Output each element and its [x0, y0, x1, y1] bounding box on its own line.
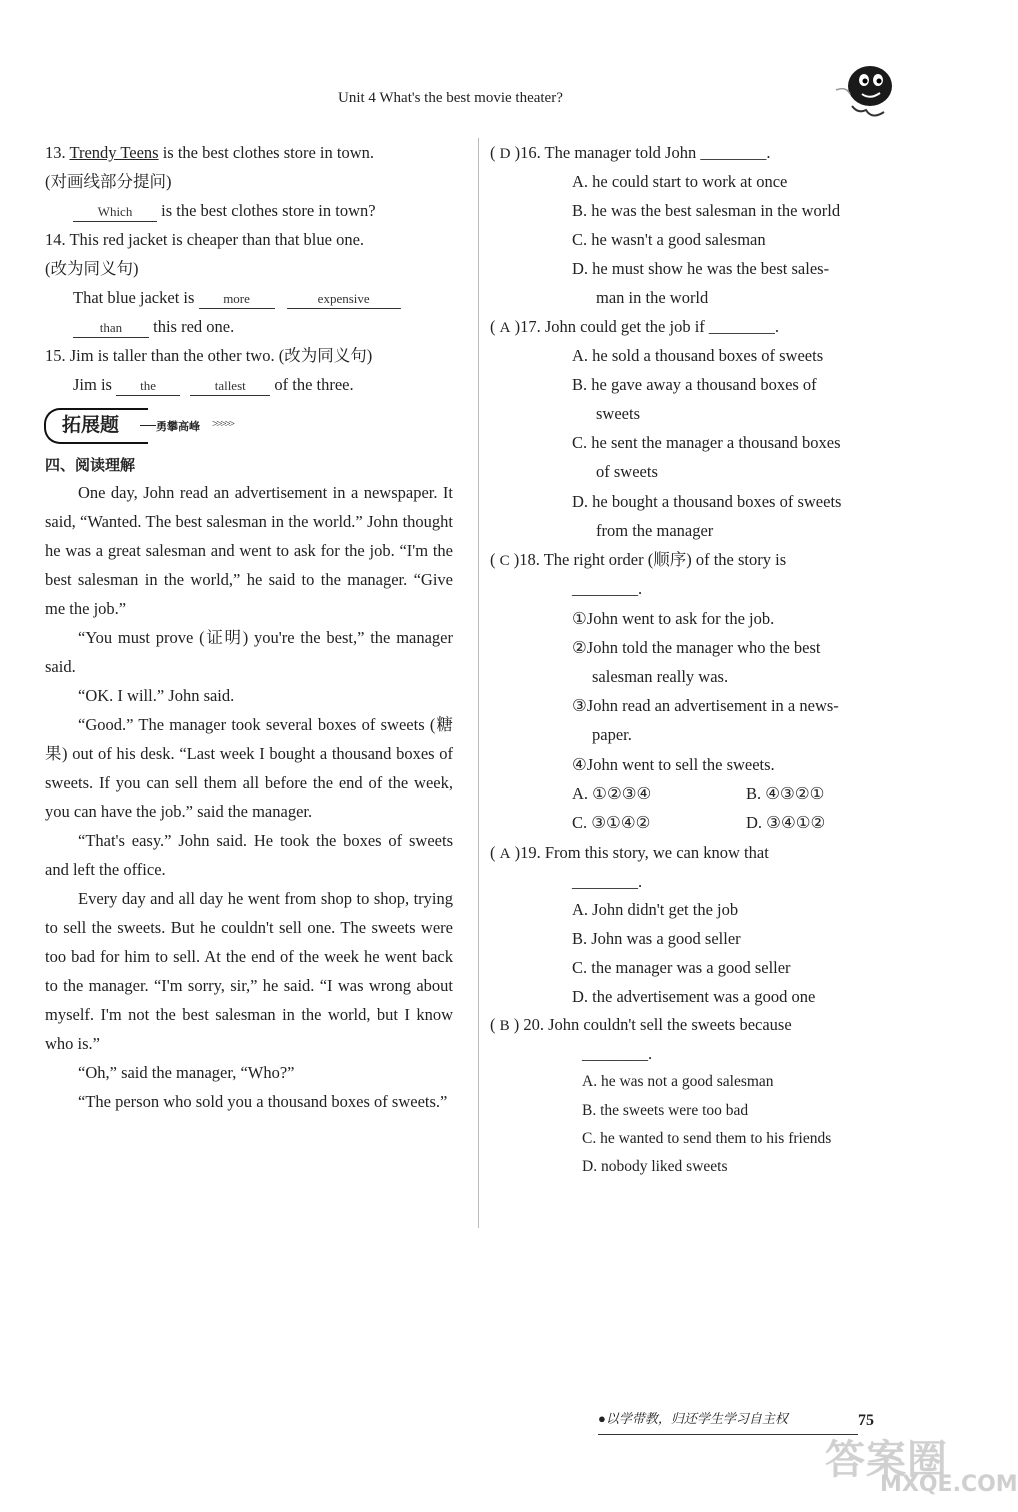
page-header: Unit 4 What's the best movie theater?: [338, 90, 563, 106]
q17-stem: ( A )17. John could get the job if ________.: [490, 317, 780, 336]
q13-answer-blank[interactable]: Which: [73, 203, 157, 222]
q15-answer-blank-1[interactable]: the: [116, 377, 180, 396]
q17-option-b-cont: sweets: [596, 404, 640, 423]
q16-option-b: B. he was the best salesman in the world: [572, 201, 841, 220]
q20-option-a: A. he was not a good salesman: [582, 1073, 774, 1090]
q14-answer-line1: That blue jacket is more expensive: [73, 283, 401, 312]
q17-option-c: C. he sent the manager a thousand boxes: [572, 433, 841, 452]
q13-instruction: (对画线部分提问): [45, 172, 172, 191]
q18-option-a: A. ①②③④: [572, 784, 652, 803]
footer-rule: [598, 1434, 858, 1435]
q16-option-a: A. he could start to work at once: [572, 172, 788, 191]
reading-heading: 四、阅读理解: [45, 456, 136, 474]
section-arrows: >>>>>: [212, 418, 234, 430]
extension-section-banner: [44, 404, 289, 444]
q17-option-b: B. he gave away a thousand boxes of: [572, 375, 817, 394]
q15-answer-line: Jim is the tallest of the three.: [73, 375, 354, 394]
q17-option-d: D. he bought a thousand boxes of sweets: [572, 492, 842, 511]
q19-option-b: B. John was a good seller: [572, 929, 741, 948]
q18-option-c: C. ③①④②: [572, 813, 651, 832]
q20-option-c: C. he wanted to send them to his friends: [582, 1130, 832, 1147]
q18-statement-3: ③John read an advertisement in a news-: [572, 696, 839, 715]
section-subtitle: 勇攀高峰: [156, 420, 200, 433]
page-number: 75: [858, 1412, 874, 1429]
q18-answer[interactable]: C: [499, 553, 510, 569]
column-divider: [478, 138, 479, 1228]
q19-stem: ( A )19. From this story, we can know that: [490, 843, 769, 862]
q18-statement-4: ④John went to sell the sweets.: [572, 755, 775, 774]
q18-statement-2-cont: salesman really was.: [592, 667, 729, 686]
q17-option-d-cont: from the manager: [596, 521, 714, 540]
q18-statement-3-cont: paper.: [592, 725, 632, 744]
q16-option-d-cont: man in the world: [596, 288, 709, 307]
q20-blank: ________.: [582, 1044, 653, 1063]
passage-paragraph: “OK. I will.” John said.: [78, 686, 235, 705]
passage-paragraph: “That's easy.” John said. He took the boxes of sweets and left the office.: [45, 831, 453, 879]
q15-line1: 15. Jim is taller than the other two. (改为同义句): [45, 346, 373, 365]
q18-option-d: D. ③④①②: [746, 813, 826, 832]
q20-answer[interactable]: B: [499, 1018, 510, 1034]
q18-blank: ________.: [572, 579, 643, 598]
passage-paragraph: One day, John read an advertisement in a newspaper. It said, “Wanted. The best salesman in the world.” John thought he was a great salesman and went to ask for the job. “I'm the best salesman in the world,” he said to the manager. “Give me the job.”: [45, 483, 453, 618]
q20-option-b: B. the sweets were too bad: [582, 1102, 749, 1119]
q14-instruction: (改为同义句): [45, 259, 139, 278]
q14-line1: 14. This red jacket is cheaper than that blue one.: [45, 230, 365, 249]
q19-option-c: C. the manager was a good seller: [572, 958, 791, 977]
q13-line1: 13. Trendy Teens is the best clothes store in town.: [45, 143, 374, 162]
footer-slogan: ●以学带教，归还学生学习自主权: [598, 1411, 788, 1426]
q14-answer-line2: than this red one.: [73, 312, 234, 341]
passage-paragraph: “The person who sold you a thousand boxes of sweets.”: [78, 1092, 448, 1111]
q19-blank: ________.: [572, 872, 643, 891]
passage-paragraph: “You must prove (证明) you're the best,” the manager said.: [45, 628, 453, 676]
mascot-illustration: [828, 60, 900, 124]
q18-statement-2: ②John told the manager who the best: [572, 638, 821, 657]
q16-option-d: D. he must show he was the best sales-: [572, 259, 830, 278]
q17-answer[interactable]: A: [499, 320, 511, 336]
q16-stem: ( D )16. The manager told John ________.: [490, 143, 771, 162]
q19-option-d: D. the advertisement was a good one: [572, 987, 816, 1006]
q18-statement-1: ①John went to ask for the job.: [572, 609, 775, 628]
watermark-logo: 答案圈: [825, 1437, 948, 1483]
passage-paragraph: “Oh,” said the manager, “Who?”: [78, 1063, 295, 1082]
q16-option-c: C. he wasn't a good salesman: [572, 230, 766, 249]
passage: [45, 478, 453, 1116]
q17-option-a: A. he sold a thousand boxes of sweets: [572, 346, 824, 365]
watermark-url: MXQE.COM: [880, 1472, 1018, 1497]
q15-answer-blank-2[interactable]: tallest: [190, 377, 270, 396]
q17-option-c-cont: of sweets: [596, 462, 658, 481]
q16-answer[interactable]: D: [499, 146, 511, 162]
q20-stem: ( B ) 20. John couldn't sell the sweets because: [490, 1015, 792, 1034]
q14-answer-blank-3[interactable]: than: [73, 319, 149, 338]
q18-stem: ( C )18. The right order (顺序) of the story is: [490, 550, 787, 569]
q19-answer[interactable]: A: [499, 846, 511, 862]
passage-paragraph: Every day and all day he went from shop to shop, trying to sell the sweets. But he couldn't sell one. The sweets were too bad for him to sell. At the end of the week he went back to the manager. “I'm sorry, sir,” he said. “I was wrong about myself. I'm not the best salesman in the world, but I know who is.”: [45, 889, 453, 1053]
q20-option-d: D. nobody liked sweets: [582, 1158, 728, 1175]
q19-option-a: A. John didn't get the job: [572, 900, 739, 919]
q14-answer-blank-1[interactable]: more: [199, 290, 275, 309]
q13-answer-line: Which is the best clothes store in town?: [73, 196, 376, 225]
q14-answer-blank-2[interactable]: expensive: [287, 290, 401, 309]
q18-option-b: B. ④③②①: [746, 784, 825, 803]
passage-paragraph: “Good.” The manager took several boxes of sweets (糖果) out of his desk. “Last week I bought a thousand boxes of sweets. If you can sell them all before the end of the week, you can have the job.” said the manager.: [45, 715, 453, 821]
section-title: 拓展题: [62, 414, 120, 436]
